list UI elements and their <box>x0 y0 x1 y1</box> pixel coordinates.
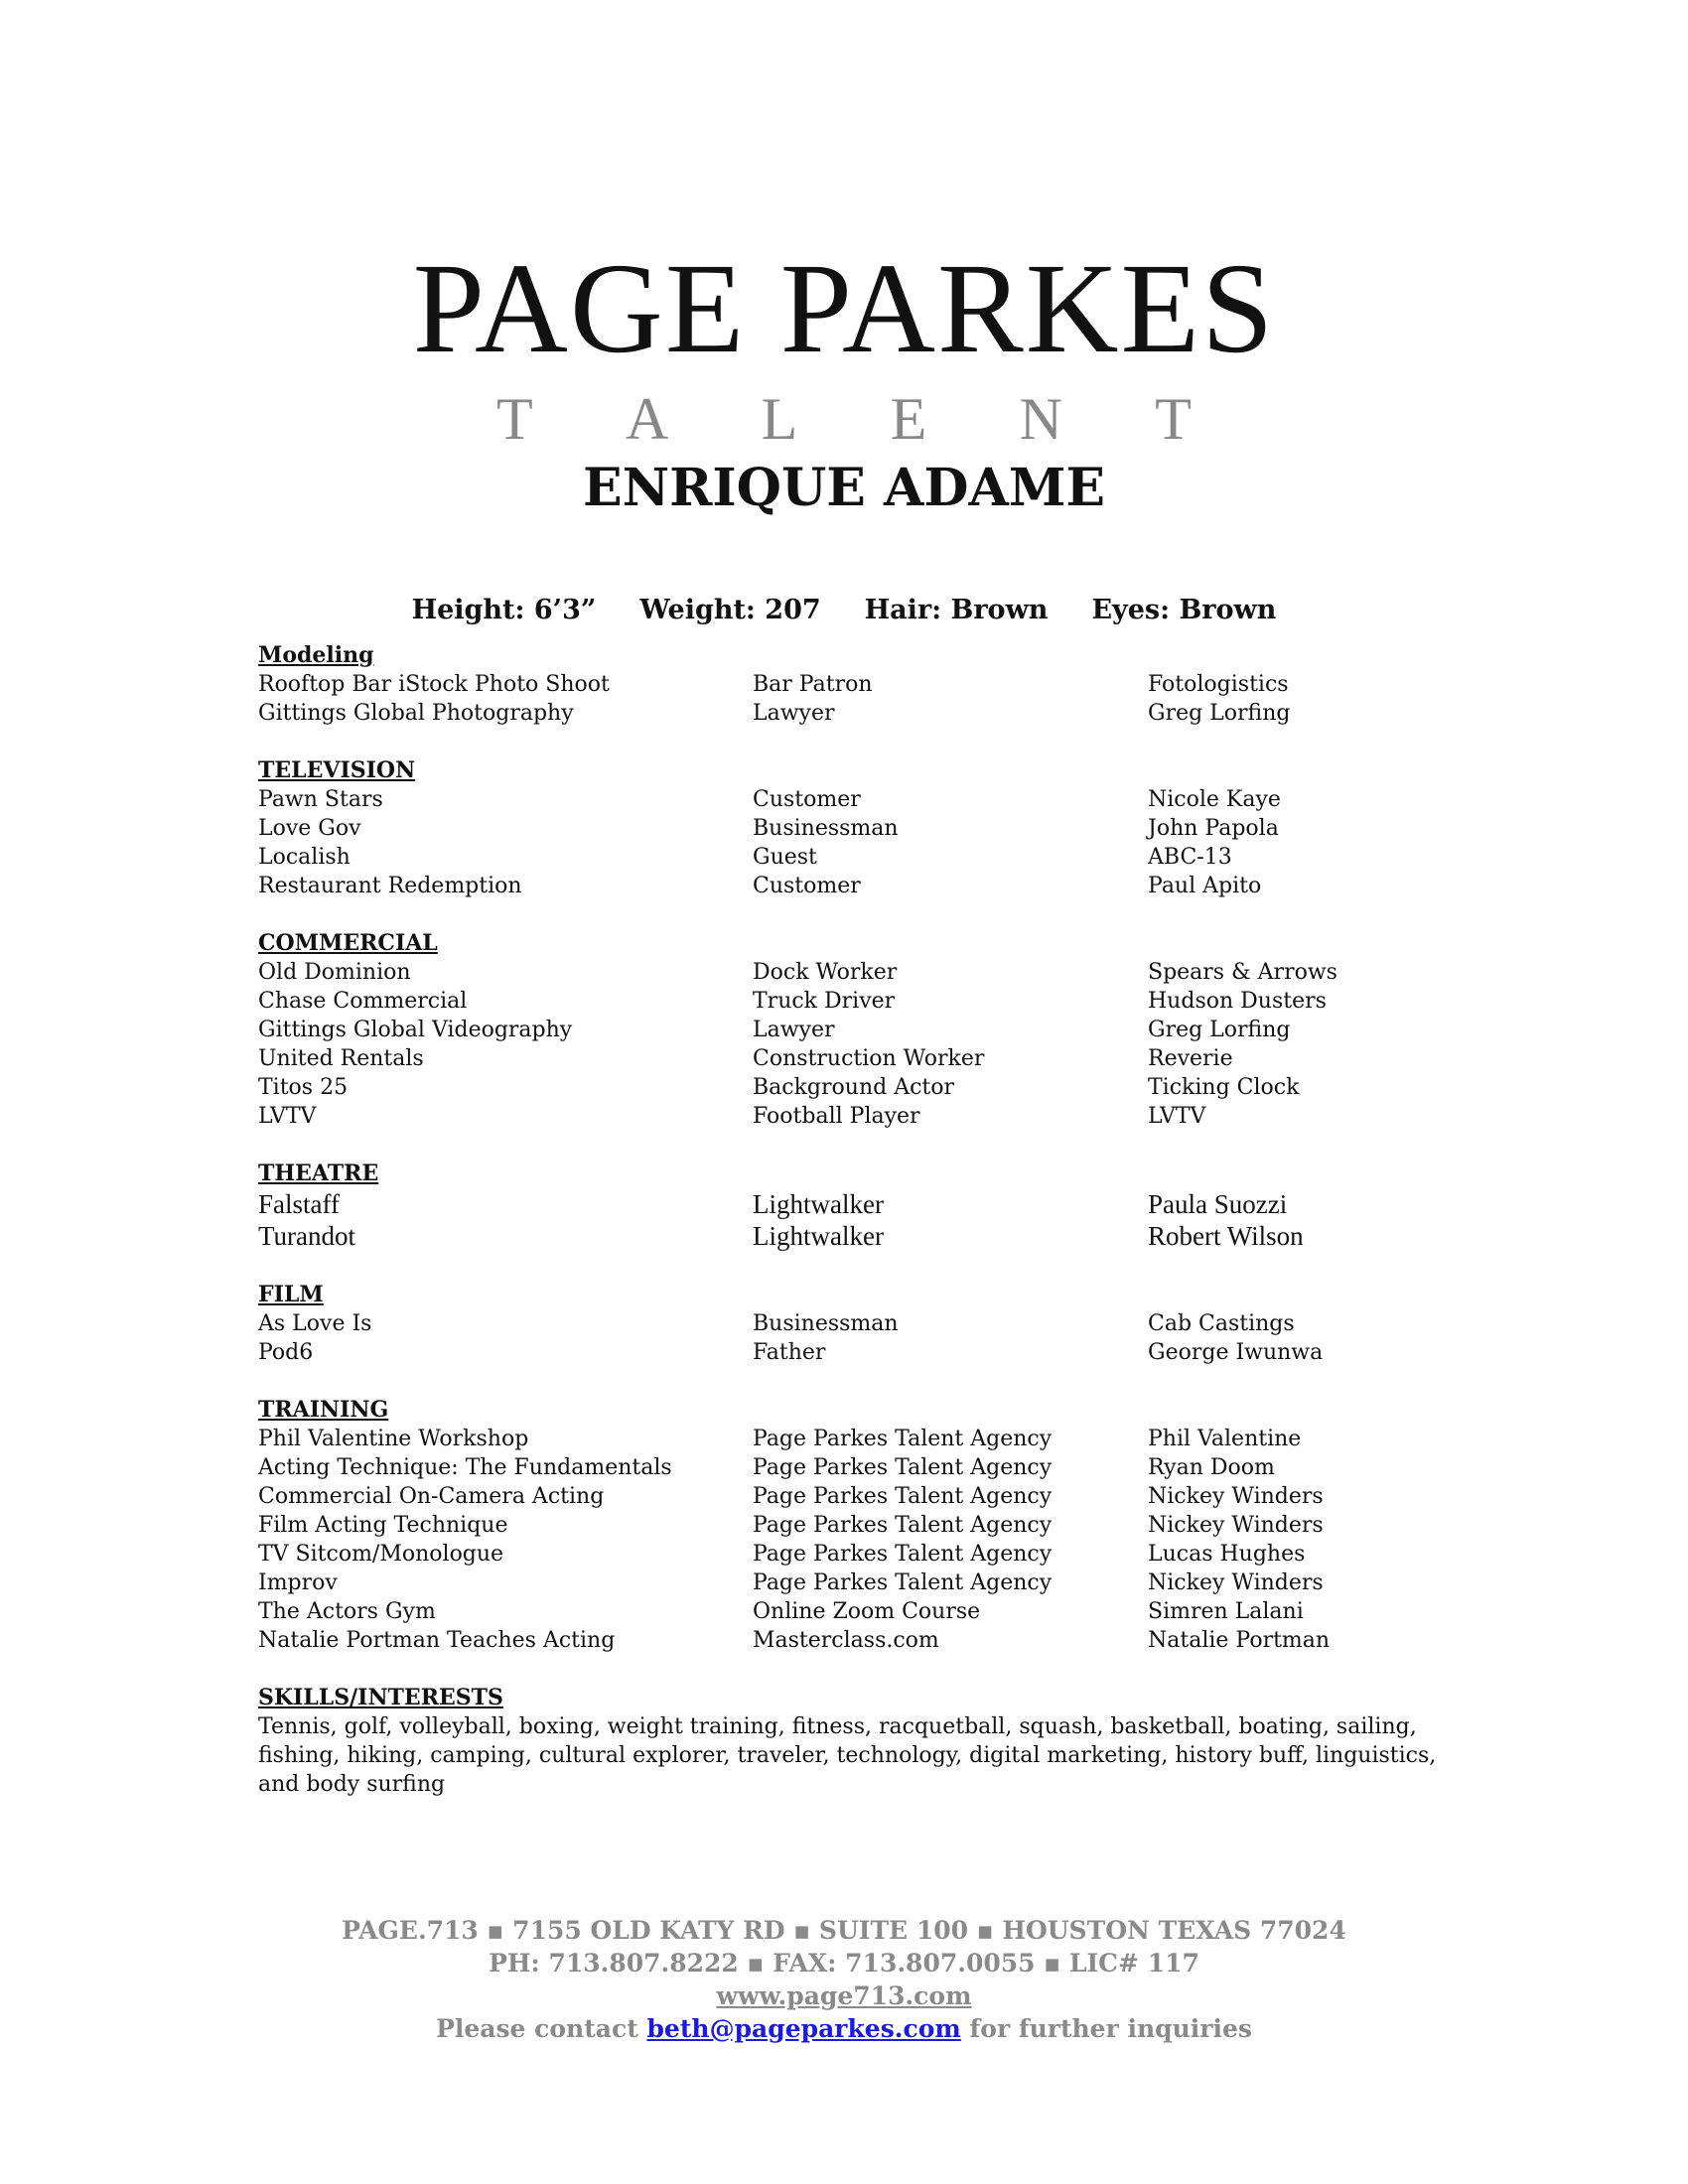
training-instructor: Simren Lalani <box>1148 1599 1304 1624</box>
training-instructor: Nickey Winders <box>1148 1513 1324 1538</box>
credit-company: Hudson Dusters <box>1148 989 1327 1014</box>
training-provider: Masterclass.com <box>753 1628 939 1653</box>
credit-company: Greg Lorfing <box>1148 701 1291 726</box>
section-skills <box>258 1684 1440 1799</box>
training-instructor: Nickey Winders <box>1148 1570 1324 1595</box>
credit-company: Robert Wilson <box>1148 1221 1304 1251</box>
credit-project: Old Dominion <box>258 960 411 985</box>
credit-row <box>258 1425 1440 1453</box>
credit-company: Reverie <box>1148 1046 1233 1071</box>
credit-row <box>258 1511 1440 1540</box>
training-course: Acting Technique: The Fundamentals <box>258 1455 672 1480</box>
tagline-letter: T <box>1155 386 1192 452</box>
credit-company: Spears & Arrows <box>1148 960 1337 985</box>
tagline-letter: T <box>496 386 533 452</box>
stat-weight: Weight: 207 <box>639 595 821 625</box>
training-provider: Page Parkes Talent Agency <box>753 1484 1053 1509</box>
training-provider: Page Parkes Talent Agency <box>753 1455 1053 1480</box>
credit-row <box>258 958 1440 987</box>
credit-company: LVTV <box>1148 1104 1206 1129</box>
section-title: FILM <box>258 1282 324 1307</box>
credit-row <box>258 1102 1440 1131</box>
training-instructor: Ryan Doom <box>1148 1455 1275 1480</box>
footer-address: PAGE.713 ▪ 7155 OLD KATY RD ▪ SUITE 100 ▪ HOUSTON TEXAS 77024 <box>342 1916 1346 1945</box>
training-course: Natalie Portman Teaches Acting <box>258 1628 616 1653</box>
credit-project: Falstaff <box>258 1189 340 1219</box>
credit-role: Customer <box>753 787 861 812</box>
agency-tagline <box>496 386 1192 452</box>
training-course: The Actors Gym <box>258 1599 436 1624</box>
credit-row <box>258 1073 1440 1102</box>
credit-company: Nicole Kaye <box>1148 787 1281 812</box>
credit-role: Football Player <box>753 1104 920 1129</box>
credit-role: Background Actor <box>753 1075 955 1100</box>
credit-project: United Rentals <box>258 1046 424 1071</box>
training-instructor: Natalie Portman <box>1148 1628 1331 1653</box>
credit-role: Truck Driver <box>753 989 896 1014</box>
credit-project: Rooftop Bar iStock Photo Shoot <box>258 672 610 697</box>
agency-footer <box>0 1914 1688 2045</box>
section-commercial <box>258 929 1440 1131</box>
section-title: TELEVISION <box>258 757 416 783</box>
credit-row <box>258 699 1440 728</box>
training-course: Improv <box>258 1570 338 1595</box>
credit-role: Lawyer <box>753 701 835 726</box>
resume-body <box>258 641 1440 1828</box>
credit-row <box>258 1597 1440 1626</box>
credit-company: John Papola <box>1148 816 1279 841</box>
training-provider: Page Parkes Talent Agency <box>753 1427 1053 1451</box>
section-title: Modeling <box>258 642 374 668</box>
credit-row <box>258 1482 1440 1511</box>
credit-row <box>258 1220 1440 1252</box>
stat-height: Height: 6’3” <box>411 595 597 625</box>
section-theatre <box>258 1160 1440 1252</box>
training-provider: Page Parkes Talent Agency <box>753 1542 1053 1567</box>
credit-role: Lightwalker <box>753 1221 884 1251</box>
agency-logo-title: PAGE PARKES <box>412 237 1276 380</box>
credit-project: Love Gov <box>258 816 361 841</box>
credit-row <box>258 987 1440 1016</box>
training-provider: Page Parkes Talent Agency <box>753 1513 1053 1538</box>
contact-suffix: for further inquiries <box>960 2014 1252 2043</box>
section-title: THEATRE <box>258 1160 379 1186</box>
training-course: TV Sitcom/Monologue <box>258 1542 504 1567</box>
credit-role: Bar Patron <box>753 672 873 697</box>
training-course: Film Acting Technique <box>258 1513 508 1538</box>
section-film <box>258 1281 1440 1367</box>
credit-role: Businessman <box>753 1311 899 1336</box>
training-instructor: Lucas Hughes <box>1148 1542 1306 1567</box>
credit-company: Cab Castings <box>1148 1311 1295 1336</box>
credit-project: As Love Is <box>258 1311 372 1336</box>
section-title: SKILLS/INTERESTS <box>258 1685 503 1710</box>
training-provider: Online Zoom Course <box>753 1599 981 1624</box>
credit-project: LVTV <box>258 1104 317 1129</box>
credit-row <box>258 814 1440 843</box>
credit-project: Pawn Stars <box>258 787 383 812</box>
credit-row <box>258 1044 1440 1073</box>
credit-company: Greg Lorfing <box>1148 1018 1291 1042</box>
credit-project: Turandot <box>258 1221 356 1251</box>
credit-project: Chase Commercial <box>258 989 468 1014</box>
credit-company: Fotologistics <box>1148 672 1289 697</box>
skills-text: Tennis, golf, volleyball, boxing, weight training, fitness, racquetball, squash, basketball, boating, sailing, fishing, hiking, camping, cultural explorer, traveler, technology, digital marketing, history buff, linguistics, and body surfing <box>258 1714 1437 1797</box>
credit-row <box>258 1569 1440 1597</box>
credit-company: Paul Apito <box>1148 874 1262 898</box>
credit-row <box>258 1540 1440 1569</box>
training-course: Phil Valentine Workshop <box>258 1427 529 1451</box>
credit-row <box>258 670 1440 699</box>
credit-row <box>258 1338 1440 1367</box>
credit-role: Businessman <box>753 816 899 841</box>
section-training <box>258 1396 1440 1655</box>
credit-role: Lightwalker <box>753 1189 884 1219</box>
credit-role: Guest <box>753 845 817 870</box>
credit-company: George Iwunwa <box>1148 1340 1324 1365</box>
credit-project: Localish <box>258 845 351 870</box>
credit-role: Dock Worker <box>753 960 898 985</box>
training-instructor: Phil Valentine <box>1148 1427 1302 1451</box>
credit-company: ABC-13 <box>1148 845 1232 870</box>
credit-project: Titos 25 <box>258 1075 349 1100</box>
tagline-letter: N <box>1019 386 1062 452</box>
credit-project: Gittings Global Videography <box>258 1018 573 1042</box>
credit-row <box>258 1309 1440 1338</box>
section-title: COMMERCIAL <box>258 930 438 956</box>
training-provider: Page Parkes Talent Agency <box>753 1570 1053 1595</box>
credit-role: Construction Worker <box>753 1046 985 1071</box>
contact-prefix: Please contact <box>436 2014 647 2043</box>
stat-eyes: Eyes: Brown <box>1091 595 1277 625</box>
training-course: Commercial On-Camera Acting <box>258 1484 605 1509</box>
physical-stats <box>0 594 1688 627</box>
section-television <box>258 756 1440 900</box>
website-link[interactable]: www.page713.com <box>716 1981 972 2010</box>
tagline-letter: L <box>761 386 798 452</box>
footer-phone: PH: 713.807.8222 ▪ FAX: 713.807.0055 ▪ LIC# 117 <box>489 1949 1199 1978</box>
credit-row <box>258 1188 1440 1220</box>
credit-project: Gittings Global Photography <box>258 701 574 726</box>
credit-row <box>258 843 1440 872</box>
section-title: TRAINING <box>258 1397 389 1423</box>
tagline-letter: A <box>625 386 669 452</box>
credit-row <box>258 872 1440 900</box>
training-instructor: Nickey Winders <box>1148 1484 1324 1509</box>
actor-name: ENRIQUE ADAME <box>582 458 1106 518</box>
credit-row <box>258 1626 1440 1655</box>
credit-role: Customer <box>753 874 861 898</box>
tagline-letter: E <box>890 386 927 452</box>
footer-contact <box>0 2012 1688 2045</box>
credit-role: Lawyer <box>753 1018 835 1042</box>
section-modeling <box>258 641 1440 728</box>
credit-project: Pod6 <box>258 1340 314 1365</box>
stat-hair: Hair: Brown <box>864 595 1049 625</box>
credit-project: Restaurant Redemption <box>258 874 522 898</box>
credit-row <box>258 785 1440 814</box>
credit-row <box>258 1453 1440 1482</box>
credit-company: Paula Suozzi <box>1148 1189 1288 1219</box>
credit-row <box>258 1016 1440 1044</box>
credit-company: Ticking Clock <box>1148 1075 1300 1100</box>
credit-role: Father <box>753 1340 826 1365</box>
email-link[interactable]: beth@pageparkes.com <box>646 2014 961 2043</box>
